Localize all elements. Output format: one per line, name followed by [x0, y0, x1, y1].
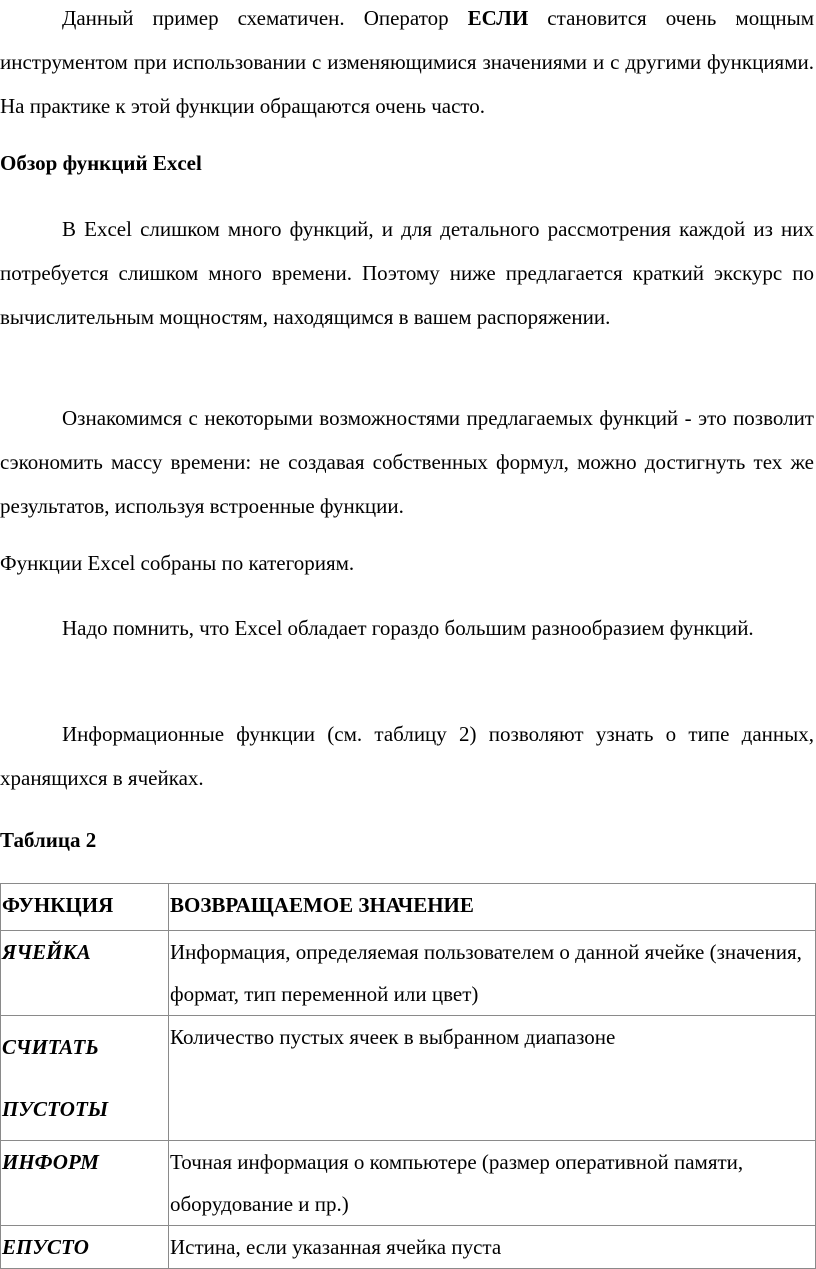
function-name: СЧИТАТЬ ПУСТОТЫ [1, 1016, 169, 1141]
paragraph-text: становится очень мощным инструментом при использовании с изменяющимися значениями и с другими функциями. На практике к этой функции обращаются очень часто. [0, 6, 814, 118]
table-row [1, 1141, 816, 1226]
paragraph-information-functions: Информационные функции (см. таблицу 2) позволяют узнать о типе данных, хранящихся в ячейках. [0, 722, 814, 790]
table-header-row [1, 884, 816, 931]
table-row [1, 931, 816, 1016]
function-description: Истина, если указанная ячейка пуста [169, 1226, 816, 1269]
function-name: ЯЧЕЙКА [1, 931, 169, 1016]
function-description: Точная информация о компьютере (размер оперативной памяти, оборудование и пр.) [169, 1141, 816, 1226]
function-name: ИНФОРМ [1, 1141, 169, 1226]
heading-excel-functions-overview: Обзор функций Excel [0, 151, 202, 175]
paragraph-too-many-functions: В Excel слишком много функций, и для детального рассмотрения каждой из них потребуется слишком много времени. Поэтому ниже предлагается краткий экскурс по вычислительным мощностям, находящимся в вашем распоряжении. [0, 217, 814, 329]
function-description: Количество пустых ячеек в выбранном диапазоне [169, 1016, 816, 1141]
functions-table [0, 883, 816, 1269]
paragraph-text: Данный пример схематичен. Оператор [62, 6, 468, 30]
paragraph-variety: Надо помнить, что Excel обладает гораздо большим разнообразием функций. [62, 616, 754, 640]
keyword-esli: ЕСЛИ [467, 6, 529, 30]
paragraph-categories: Функции Excel собраны по категориям. [0, 551, 355, 575]
paragraph-explore-functions: Ознакомимся с некоторыми возможностями предлагаемых функций - это позволит сэкономить массу времени: не создавая собственных формул, можно достигнуть тех же результатов, используя встроенные функции. [0, 406, 814, 518]
function-description: Информация, определяемая пользователем о данной ячейке (значения, формат, тип переменной или цвет) [169, 931, 816, 1016]
header-return-value: ВОЗВРАЩАЕМОЕ ЗНАЧЕНИЕ [169, 884, 816, 931]
table-row [1, 1016, 816, 1141]
table-row [1, 1226, 816, 1269]
table-caption: Таблица 2 [0, 828, 97, 852]
header-function: ФУНКЦИЯ [1, 884, 169, 931]
paragraph-esli-operator [0, 0, 814, 128]
function-name: ЕПУСТО [1, 1226, 169, 1269]
